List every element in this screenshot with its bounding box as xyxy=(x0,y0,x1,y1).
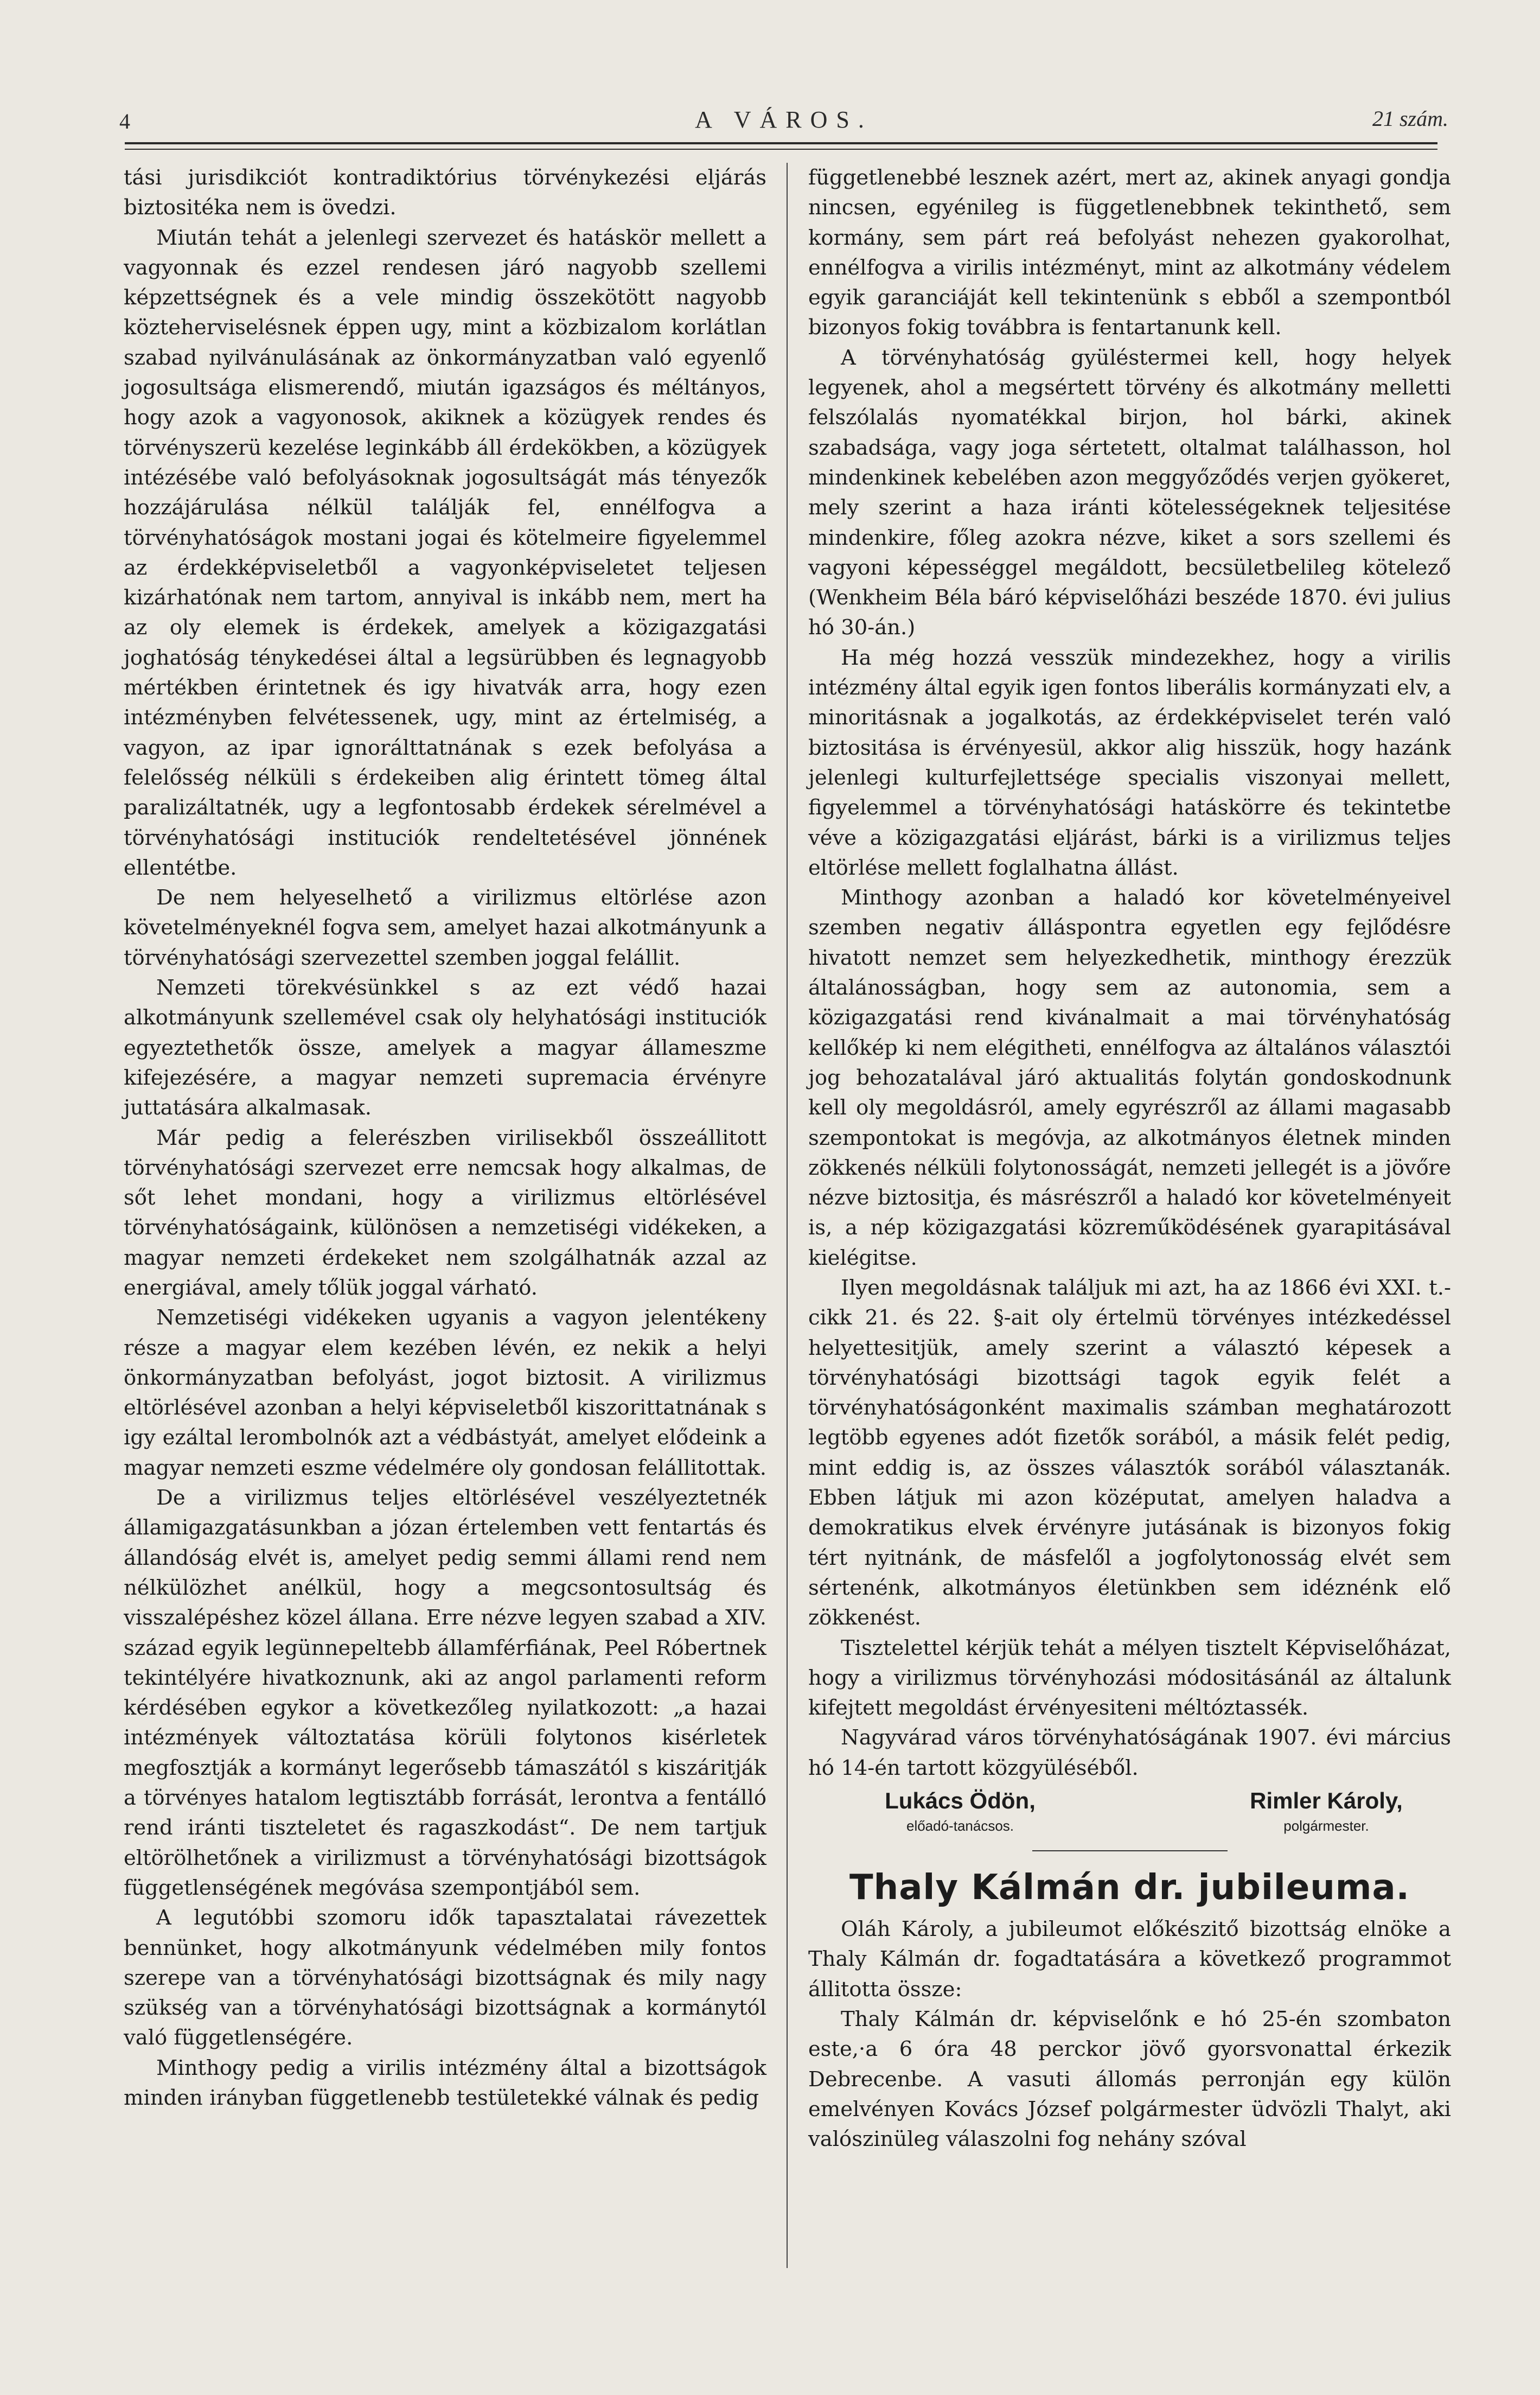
signatures xyxy=(808,1785,1451,1846)
paragraph: Tisztelettel kérjük tehát a mélyen tisztelt Képviselőházat, hogy a virilizmus törvényhozási módositásánál az általunk kifejtett megoldást érvényesiteni méltóztassék. xyxy=(808,1635,1451,1721)
signer-role: előadó-tanácsos. xyxy=(906,1818,1014,1835)
article-heading: Thaly Kálmán dr. jubileuma. xyxy=(849,1868,1410,1908)
paragraph: A legutóbbi szomoru idők tapasztalatai rávezettek bennünket, hogy alkotmányunk védelmében mily fontos szerepe van a törvényhatósági bizottságnak és mily nagy szükség van a törvényhatósági bizottságnak a kormánytól való függetlenségére. xyxy=(124,1906,766,2050)
paragraph: Minthogy pedig a virilis intézmény által a bizottságok minden irányban függetlenebb testületekké válnak és pedig xyxy=(124,2055,766,2110)
paragraph: Minthogy azonban a haladó kor követelményeivel szemben negativ álláspontra egyetlen egy fejlődésre hivatott nemzet sem helyezkedhetik, minthogy érezzük általánosságban, hogy sem az autonomia, sem a közigazgatási rend kivánalmait a mai törvényhatóság kellőkép ki nem elégitheti, ennélfogva az általános választói jog behozatalával járó aktualitás folytán gondoskodnunk kell oly megoldásról, amely egyrészről az állami magasabb szempontokat is megóvja, az alkotmányos életnek minden zökkenés nélküli folytonosságát, nemzeti jellegét is a jövőre nézve biztositja, és másrészről a haladó kor követelményeit is, a nép közigazgatási közreműködésének gyarapitásával kielégitse. xyxy=(808,886,1451,1270)
paragraph: Nemzetiségi vidékeken ugyanis a vagyon jelentékeny része a magyar elem kezében lévén, ez nekik a helyi önkormányzatban befolyást, jogot biztosit. A virilizmus eltörlésével azonban a helyi képviseletből kiszorittatnának s igy ezáltal lerombolnók azt a védbástyát, amelyet elődeink a magyar nemzeti eszme védelmére oly gondosan felállitottak. xyxy=(124,1305,767,1480)
paragraph: Már pedig a felerészben virilisekből összeállitott törvényhatósági szervezet erre nemcsak hogy alkalmas, de sőt lehet mondani, hogy a virilizmus eltörlésével törvényhatóságaink, különösen a nemzetiségi vidékeken, a magyar nemzeti érdekeket nem szolgálhatnák azzal az energiával, amely tőlük joggal várható. xyxy=(124,1125,766,1300)
paragraph: tási jurisdikciót kontradiktórius törvénykezési eljárás biztositéka nem is övedzi. xyxy=(124,165,766,220)
section-divider xyxy=(1032,1850,1228,1851)
paragraph: Oláh Károly, a jubileumot előkészitő bizottság elnöke a Thaly Kálmán dr. fogadtatására a következő programmot állitotta össze: xyxy=(808,1917,1451,2002)
signer-name: Lukács Ödön, xyxy=(885,1788,1036,1814)
paragraph: függetlenebbé lesznek azért, mert az, akinek anyagi gondja nincsen, egyénileg is függetlenebbnek tekinthető, sem kormány, sem párt reá befolyást nehezen gyakorolhat, ennélfogva a virilis intézményt, mint az alkotmány védelem egyik garanciáját kell tekintenünk s ebből a szempontból bizonyos fokig továbbra is fentartanunk kell. xyxy=(808,165,1451,340)
paragraph: De nem helyeselhető a virilizmus eltörlése azon követelményeknél fogva sem, amelyet hazai alkotmányunk a törvényhatósági szervezettel szemben joggal felállit. xyxy=(124,886,766,970)
signer-name: Rimler Károly, xyxy=(1250,1788,1403,1814)
paragraph: De a virilizmus teljes eltörlésével veszélyeztetnék államigazgatásunkban a józan értelemben vett fentartás és állandóság elvét is, amelyet pedig semmi állami rend nem nélkülözhet anélkül, hogy a megcsontosultság és visszalépéshez közel állana. Erre nézve legyen szabad a XIV. század egyik legünnepeltebb államférfiának, Peel Róbertnek tekintélyére hivatkoznunk, aki az angol parlamenti reform kérdésében egykor a következőleg nyilatkozott: „a hazai intézmények változtatása körüli folytonos kisérletek megfosztják a kormányt legerősebb támaszától s kiszáritják a törvényes hatalom legtisztább forrását, lerontva a fentálló rend iránti tiszteletet és ragaszkodást“. De nem tartjuk eltörölhetőnek a virilizmust a törvényhatósági bizottságok függetlenségének megóvása szempontjából sem. xyxy=(124,1486,766,1900)
page-header xyxy=(119,103,1448,141)
left-column xyxy=(124,163,766,2113)
column-divider xyxy=(787,163,788,2268)
paragraph: Miután tehát a jelenlegi szervezet és hatáskör mellett a vagyonnak és ezzel rendesen járó nagyobb szellemi képzettségnek és a vele mindig összekötött nagyobb közteherviselésnek éppen ugy, mint a közbizalom korlátlan szabad nyilvánulásának az önkormányzatban való egyenlő jogosultsága elismerendő, miután igazságos és méltányos, hogy azok a vagyonosok, akiknek a közügyek rendes és törvényszerü kezelése leginkább áll érdekökben, a közügyek intézésébe való befolyásoknak jogosultságát más tényezők hozzájárulása nélkül találják fel, ennélfogva a törvényhatóságok mostani jogai és kötelmeire figyelemmel az érdekképviseletből a vagyonképviseletet teljesen kizárhatónak nem tartom, annyival is inkább nem, mert ha az oly elemek is érdekek, amelyek a közigazgatási joghatóság ténykedései által a legsürübben és legnagyobb mértékben érintetnek és igy hivatvák arra, hogy ezen intézményben felvétessenek, ugy, mint az értelmiség, a vagyon, az ipar ignorálttatnának s ezek befolyása a felelősség nélküli s érdekeiben alig érintett tömeg által paralizáltatnék, ugy a legfontosabb érdekek sérelmével a törvényhatósági instituciók rendeltetésével jönnének ellentétbe. xyxy=(124,225,766,880)
paragraph: Nagyvárad város törvényhatóságának 1907. évi március hó 14-én tartott közgyüléséből. xyxy=(808,1725,1451,1780)
issue-number: 21 szám. xyxy=(1372,106,1448,131)
page-number: 4 xyxy=(119,109,130,133)
right-column xyxy=(808,163,1451,2154)
paragraph: Ilyen megoldásnak találjuk mi azt, ha az 1866 évi XXI. t.-cikk 21. és 22. §-ait oly értelmü törvényes intézkedéssel helyettesitjük, amely szerint a választó képesek a törvényhatósági bizottsági tagok egyik felét a törvényhatóságonként maximalis számban meghatározott legtöbb egyenes adót fizetők sorából, a másik felét pedig, mint eddig is, az összes választók sorából választanák. Ebben látjuk mi azon középutat, amelyen haladva a demokratikus elvek érvényre jutásának is bizonyos fokig tért nyitnánk, de másfelől a jogfolytonosság elvét sem sértenénk, alkotmányos életünkben sem idéznénk elő zökkenést. xyxy=(808,1275,1451,1630)
signature-left xyxy=(841,1785,1079,1835)
header-rule-thick xyxy=(125,142,1437,144)
paragraph: A törvényhatóság gyüléstermei kell, hogy helyek legyenek, ahol a megsértett törvény és alkotmány melletti felszólalás nyomatékkal birjon, hol bárki, akinek szabadsága, vagy joga sértetett, oltalmat találhasson, hol mindenkinek kebelében azon meggyőződés verjen gyökeret, mely szerint a haza iránti kötelességeknek teljesitése mindenkire, főleg azokra nézve, kiket a sors szellemi és vagyoni képességgel megáldott, becsületbelileg kötelező (Wenkheim Béla báró képviselőházi beszéde 1870. évi julius hó 30-án.) xyxy=(808,345,1451,640)
header-rule-thin xyxy=(125,149,1437,150)
signature-right xyxy=(1212,1785,1440,1835)
signer-role: polgármester. xyxy=(1283,1818,1369,1835)
paragraph: Ha még hozzá vesszük mindezekhez, hogy a virilis intézmény által egyik igen fontos liberális kormányzati elv, a minoritásnak a jogalkotás, az érdekképviselet terén való biztositása is érvényesül, akkor alig hisszük, hogy hazánk jelenlegi kulturfejlettsége specialis viszonyai mellett, figyelemmel a törvényhatósági hatáskörre és tekintetbe véve a közigazgatási eljárást, bárki is a virilizmus teljes eltörlése mellett foglalhatna állást. xyxy=(808,645,1451,880)
paragraph: Thaly Kálmán dr. képviselőnk e hó 25-én szombaton este,·a 6 óra 48 perckor jövő gyorsvonattal érkezik Debrecenbe. A vasuti állomás perronján egy külön emelvényen Kovács József polgármester üdvözli Thalyt, aki valószinüleg válaszolni fog nehány szóval xyxy=(808,2007,1451,2152)
publication-title: A VÁROS. xyxy=(695,106,873,133)
paragraph: Nemzeti törekvésünkkel s az ezt védő hazai alkotmányunk szellemével csak oly helyhatósági instituciók egyeztethetők össze, amelyek a magyar állameszme kifejezésére, a magyar nemzeti supremacia érvényre juttatására alkalmasak. xyxy=(124,976,766,1120)
